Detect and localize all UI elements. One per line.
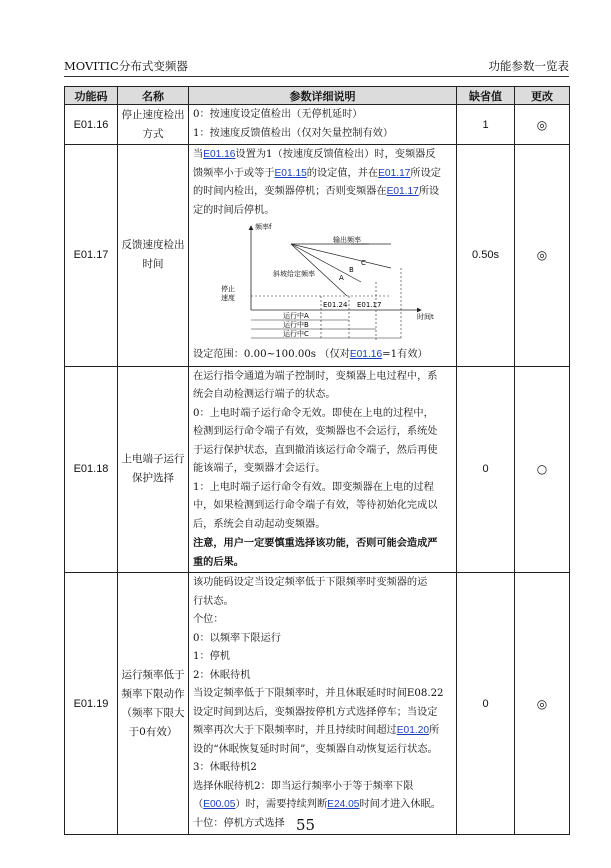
header-right: 功能参数一览表 xyxy=(488,59,569,73)
desc-line: 检测到运行命令端子有效，变频器也不会运行，系统处 xyxy=(193,426,438,437)
desc-line: 设定时间到达后，变频器按停机方式选择停车；当设定 xyxy=(193,706,438,718)
name-line: 频率下限动作 xyxy=(121,687,185,700)
col-change: 更改 xyxy=(515,87,570,105)
link-e0117[interactable]: E01.17 xyxy=(378,167,411,179)
desc-line: 选择休眠待机2：即当运行频率小于等于频率下限 xyxy=(193,780,414,792)
change-mark: ◎ xyxy=(515,105,570,145)
param-code: E01.19 xyxy=(65,573,118,835)
desc-line: 个位： xyxy=(193,614,224,625)
curve-b-label: B xyxy=(349,266,354,274)
name-line: 上电端子运行 xyxy=(121,453,185,466)
col-desc: 参数详细说明 xyxy=(189,87,457,105)
desc-line: 中，如果检测到运行命令端子有效，等待初始化完成以 xyxy=(193,500,438,511)
note-line: 重的后果。 xyxy=(193,555,244,568)
desc-line: 的时间内检出，变频器停机；否则变频器在E01.17所设 xyxy=(193,186,440,197)
run-c-label: 运行中C xyxy=(283,330,309,338)
desc-line: 0：上电时端子运行命令无效。即使在上电的过程中， xyxy=(193,407,434,419)
param-desc xyxy=(189,366,457,573)
desc-line: 设的“休眠恢复延时时间”，变频器自动恢复运行状态。 xyxy=(193,743,438,755)
stop-label: 速度 xyxy=(221,294,235,302)
desc-line: 行状态。 xyxy=(193,595,234,607)
desc-line: 该功能码设定当设定频率低于下限频率时变频器的运 xyxy=(193,577,428,588)
stop-label: 停止 xyxy=(221,285,235,293)
desc-line: 统会自动检测运行端子的状态。 xyxy=(193,389,336,400)
desc-line: 1：上电时端子运行命令有效。即变频器在上电的过程 xyxy=(193,481,434,493)
desc-line: 十位：停机方式选择 xyxy=(193,817,285,829)
param-code: E01.17 xyxy=(65,145,118,367)
ramp-label: 斜坡给定频率 xyxy=(273,270,315,278)
stop-speed-diagram xyxy=(221,220,441,346)
change-mark: ◎ xyxy=(515,573,570,835)
table-header-row xyxy=(65,87,570,105)
default-value: 0 xyxy=(457,366,515,573)
desc-line: 馈频率小于或等于E01.15的设定值，并在E01.17所设定 xyxy=(193,167,441,179)
table-row xyxy=(65,105,570,145)
header-left: MOVITIC分布式变频器 xyxy=(64,59,188,73)
col-default: 缺省值 xyxy=(457,87,515,105)
link-e0115[interactable]: E01.15 xyxy=(274,167,307,179)
link-e2405[interactable]: E24.05 xyxy=(327,799,360,810)
axis-time-label: 时间t xyxy=(417,313,434,321)
table-row xyxy=(65,145,570,367)
default-value: 0.50s xyxy=(457,145,515,367)
param-desc xyxy=(189,145,457,367)
name-line: 时间 xyxy=(142,258,164,271)
desc-line: 1：停机 xyxy=(193,651,231,662)
output-freq-label: 输出频率 xyxy=(333,236,361,244)
change-mark: ○ xyxy=(515,366,570,573)
desc-line: （E00.05）时，需要持续判断E24.05时间才进入休眠。 xyxy=(193,799,441,810)
desc-line: 3：休眠待机2 xyxy=(193,762,257,773)
name-line: 方式 xyxy=(142,127,164,140)
link-e0117[interactable]: E01.17 xyxy=(386,186,419,197)
header-rule xyxy=(64,76,569,77)
table-row xyxy=(65,573,570,835)
desc-line: 能该端子，变频器才会运行。 xyxy=(193,463,326,474)
desc-line: 频率再次大于下限频率时，并且持续时间超过E01.20所 xyxy=(193,725,440,736)
col-name: 名称 xyxy=(118,87,189,105)
desc-line: 0：按速度设定值检出（无停机延时） xyxy=(193,109,363,120)
run-b-label: 运行中B xyxy=(283,321,309,329)
parameter-table xyxy=(64,86,570,835)
curve-c-label: C xyxy=(361,259,366,267)
delay-e0117-label: E01.17 xyxy=(357,301,382,309)
desc-line: 1：按速度反馈值检出（仅对矢量控制有效） xyxy=(193,127,394,139)
param-desc xyxy=(189,105,457,145)
name-line: 运行频率低于 xyxy=(121,668,185,681)
note-line: 注意，用户一定要慎重选择该功能，否则可能会造成严 xyxy=(193,537,438,549)
name-line: 于0有效） xyxy=(128,725,178,738)
default-value: 0 xyxy=(457,573,515,835)
run-a-label: 运行中A xyxy=(283,312,309,320)
desc-line: 在运行指令通道为端子控制时，变频器上电过程中，系 xyxy=(193,370,438,382)
delay-e0124-label: E01.24 xyxy=(323,301,348,309)
table-row xyxy=(65,366,570,573)
desc-line: 定的时间后停机。 xyxy=(193,204,275,216)
change-mark: ◎ xyxy=(515,145,570,367)
col-code: 功能码 xyxy=(65,87,118,105)
desc-line: 于运行保护状态，直到撤消该运行命令端子，然后再使 xyxy=(193,444,438,456)
link-e0116[interactable]: E01.16 xyxy=(349,349,383,360)
curve-a-label: A xyxy=(339,274,344,282)
desc-line: 当E01.16设置为1（按速度反馈值检出）时，变频器反 xyxy=(193,149,436,160)
desc-line: 设定范围：0.00~100.00s （仅对E01.16=1有效） xyxy=(193,349,428,360)
page-number: 55 xyxy=(295,816,316,834)
param-code: E01.18 xyxy=(65,366,118,573)
param-name xyxy=(118,145,189,367)
param-name xyxy=(118,105,189,145)
name-line: （频率下限大 xyxy=(121,706,185,719)
param-name xyxy=(118,366,189,573)
link-e0005[interactable]: E00.05 xyxy=(203,799,236,810)
axis-freq-label: 频率f xyxy=(255,223,272,231)
desc-line: 0：以频率下限运行 xyxy=(193,632,281,644)
desc-line: 当设定频率低于下限频率时，并且休眠延时时间E08.22 xyxy=(193,688,444,699)
link-e0116[interactable]: E01.16 xyxy=(203,149,236,160)
param-code: E01.16 xyxy=(65,105,118,145)
name-line: 保护选择 xyxy=(132,472,174,485)
name-line: 反馈速度检出 xyxy=(121,239,185,252)
param-desc xyxy=(189,573,457,835)
default-value: 1 xyxy=(457,105,515,145)
desc-line: 2：休眠待机 xyxy=(193,669,251,681)
link-e0120[interactable]: E01.20 xyxy=(396,725,430,736)
desc-line: 后，系统会自动起动变频器。 xyxy=(193,518,326,530)
name-line: 停止速度检出 xyxy=(121,108,185,121)
param-name xyxy=(118,573,189,835)
